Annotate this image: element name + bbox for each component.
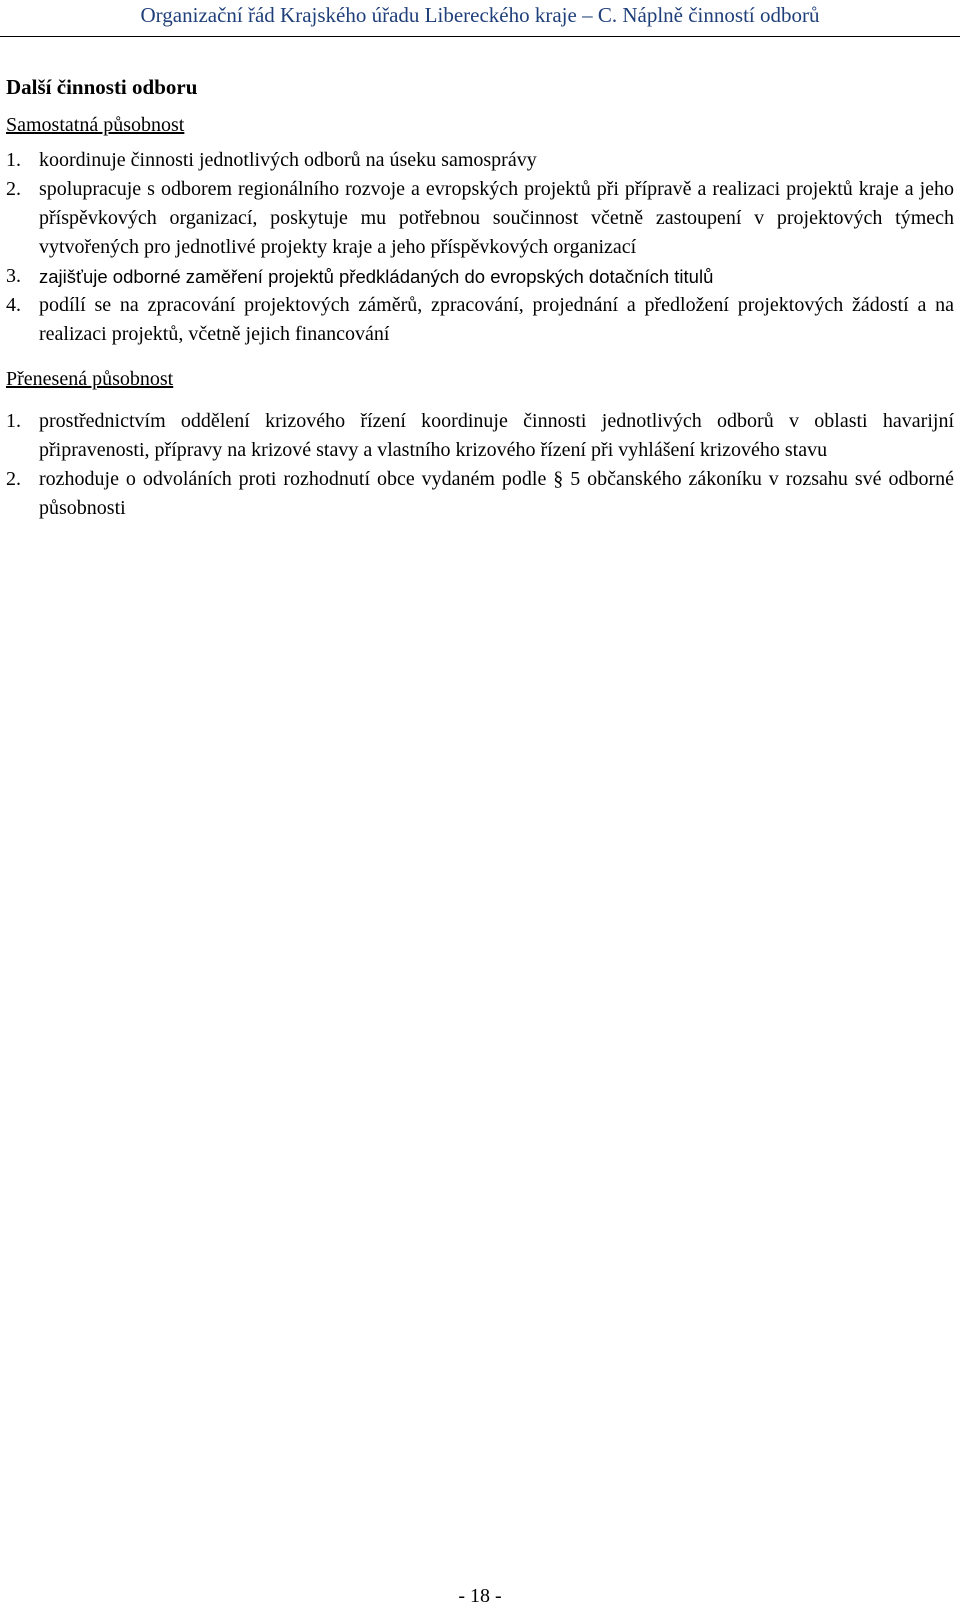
section-title: Další činnosti odboru [6,75,198,99]
list-item [6,291,954,349]
item-number: 2. [6,178,21,200]
list-item [6,175,954,262]
own-competence-list [6,146,954,349]
document-body [6,72,954,523]
delegated-competence-heading: Přenesená působnost [6,368,174,390]
list-item [6,146,954,175]
running-header: Organizační řád Krajského úřadu Libereckého kraje – C. Náplně činností odborů [0,0,960,37]
item-text: rozhoduje o odvoláních proti rozhodnutí obce vydaném podle § 5 občanského zákoníku v rozsahu své odborné působnosti [39,468,954,519]
item-text: podílí se na zpracování projektových záměrů, zpracování, projednání a předložení projektových žádostí a na realizaci projektů, včetně jejich financování [39,294,954,345]
item-number: 1. [6,410,21,432]
list-item [6,407,954,465]
item-text: zajišťuje odborné zaměření projektů předkládaných do evropských dotačních titulů [39,266,714,287]
page-number: - 18 - [458,1585,502,1607]
list-item [6,262,954,291]
item-text: prostřednictvím oddělení krizového řízení koordinuje činnosti jednotlivých odborů v oblasti havarijní připravenosti, přípravy na krizové stavy a vlastního krizového řízení při vyhlášení krizového stavu [39,410,954,461]
delegated-competence-list [6,407,954,523]
list-item [6,465,954,523]
own-competence-heading: Samostatná působnost [6,114,185,136]
item-number: 4. [6,294,21,316]
item-number: 1. [6,149,21,171]
item-number: 2. [6,468,21,490]
item-text: spolupracuje s odborem regionálního rozvoje a evropských projektů při přípravě a realizaci projektů kraje a jeho příspěvkových organizací, poskytuje mu potřebnou součinnost včetně zastoupení v projektových týmech vytvořených pro jednotlivé projekty kraje a jeho příspěvkových organizací [39,178,954,258]
item-number: 3. [6,265,21,287]
item-text: koordinuje činnosti jednotlivých odborů na úseku samosprávy [39,149,537,171]
